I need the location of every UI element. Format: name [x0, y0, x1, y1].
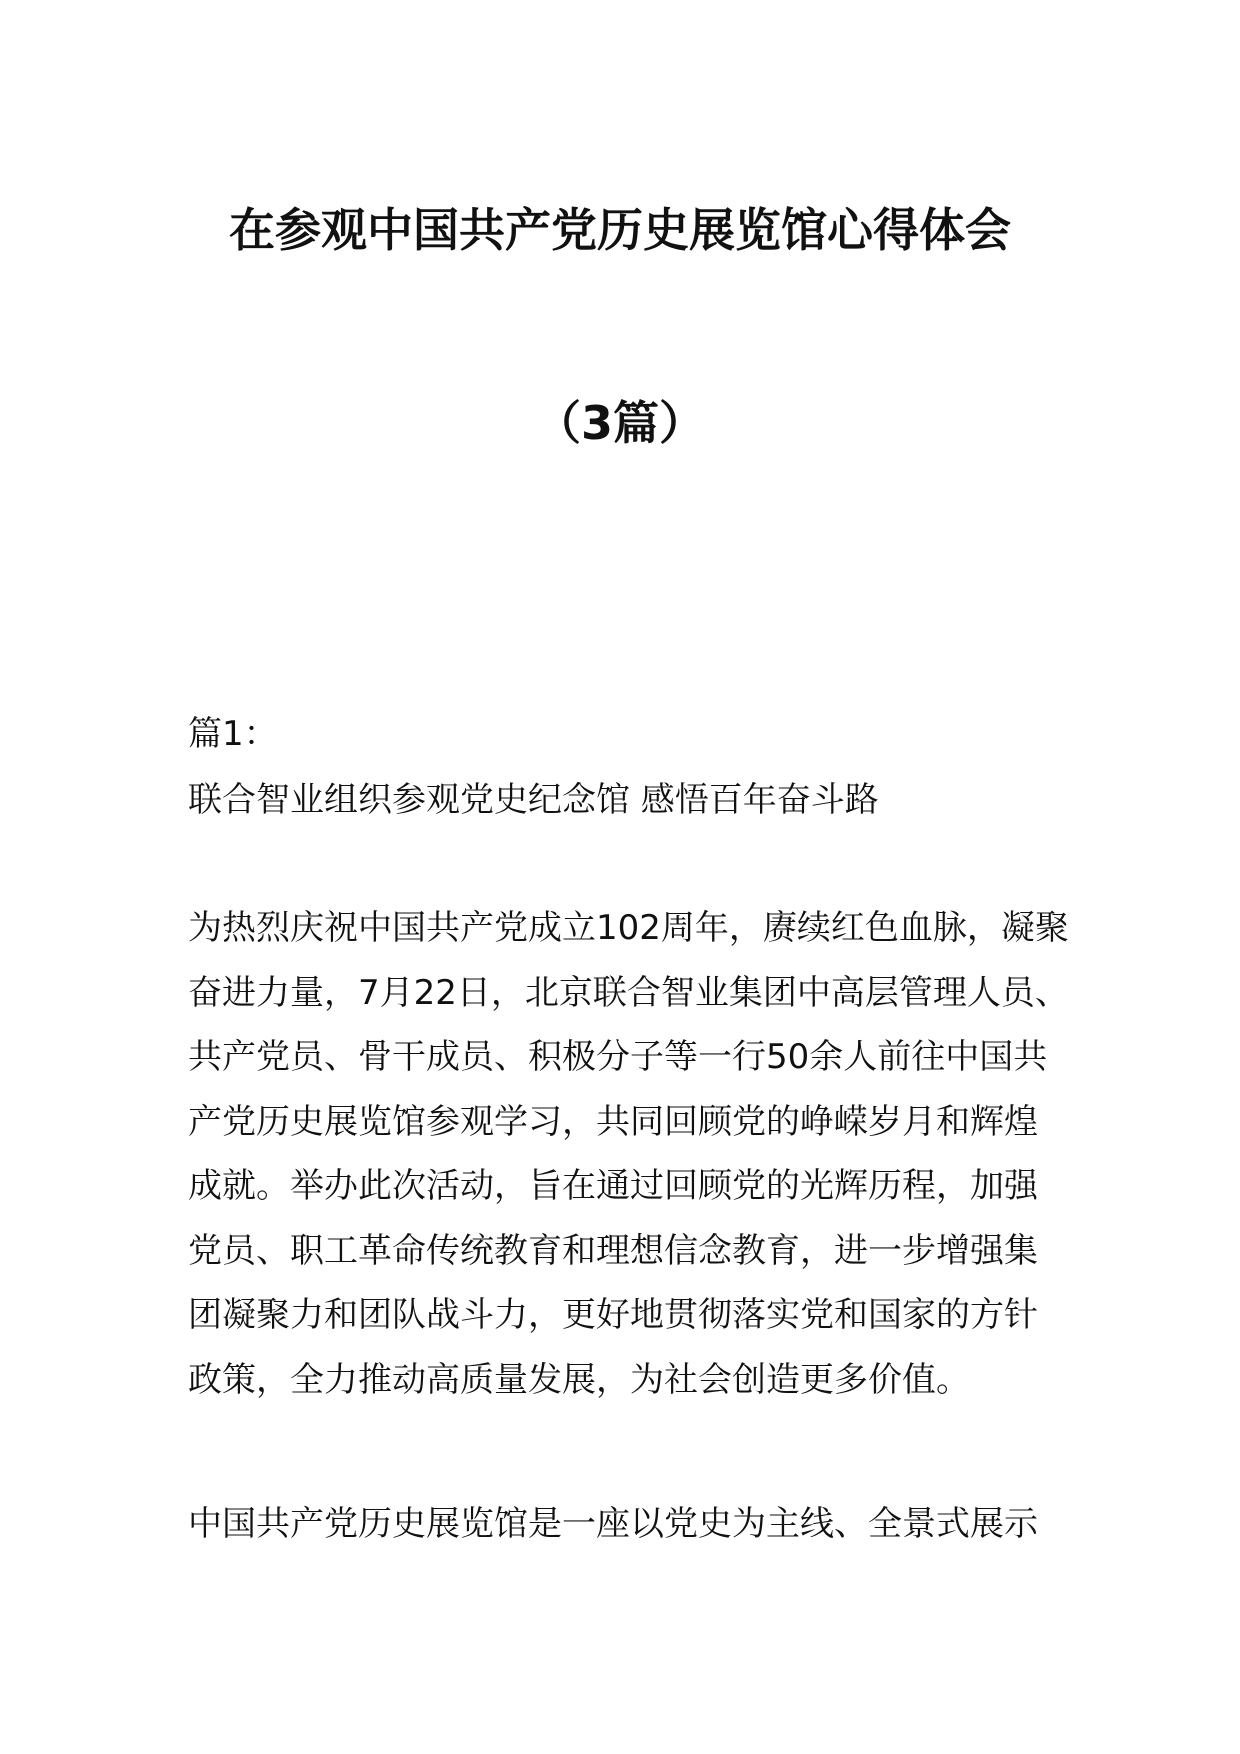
paragraph-line: 为热烈庆祝中国共产党成立102周年，赓续红色血脉，凝聚	[188, 908, 1069, 948]
paragraph-line: 成就。举办此次活动，旨在通过回顾党的光辉历程，加强	[188, 1166, 1038, 1206]
paragraph-2	[188, 1492, 1068, 1557]
paragraph-line: 政策，全力推动高质量发展，为社会创造更多价值。	[188, 1359, 970, 1400]
paragraph-line: 党员、职工革命传统教育和理想信念教育，进一步增强集	[188, 1230, 1038, 1271]
paragraph-line: 奋进力量，7月22日，北京联合智业集团中高层管理人员、	[188, 972, 1069, 1013]
paragraph-line: 共产党员、骨干成员、积极分子等一行50余人前往中国共	[188, 1037, 1048, 1077]
document-title: 在参观中国共产党历史展览馆心得体会	[229, 203, 1011, 257]
paragraph-line: 产党历史展览馆参观学习，共同回顾党的峥嵘岁月和辉煌	[188, 1101, 1038, 1142]
paragraph-line: 团凝聚力和团队战斗力，更好地贯彻落实党和国家的方针	[188, 1295, 1038, 1335]
chapter-title: 联合智业组织参观党史纪念馆 感悟百年奋斗路	[188, 780, 879, 820]
chapter-label: 篇1：	[188, 714, 278, 754]
paragraph-1	[188, 896, 1068, 1412]
paragraph-line: 中国共产党历史展览馆是一座以党史为主线、全景式展示	[188, 1504, 1038, 1544]
document-subtitle: （3篇）	[534, 396, 705, 450]
